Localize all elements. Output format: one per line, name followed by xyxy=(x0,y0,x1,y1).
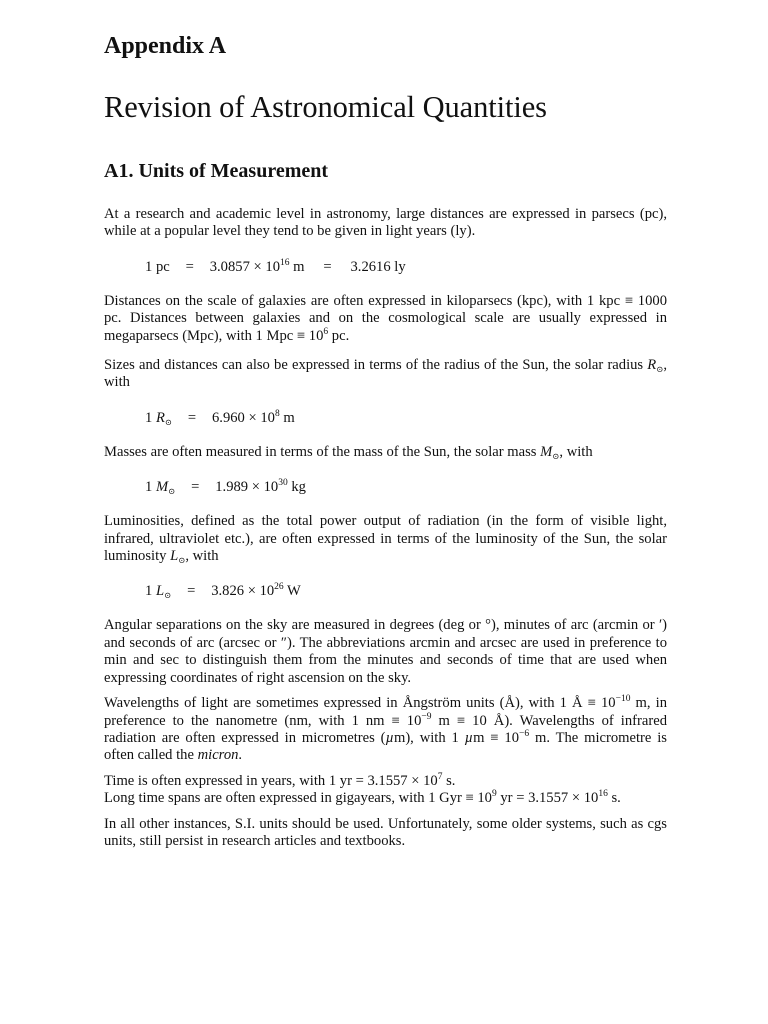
eq-exponent: 16 xyxy=(280,257,290,268)
text-span: , with xyxy=(559,443,593,460)
text-span: , with xyxy=(185,548,219,565)
symbol: M xyxy=(540,443,553,460)
exponent: 7 xyxy=(437,771,443,782)
eq-lhs: 1 pc xyxy=(145,258,170,275)
eq-exponent: 26 xyxy=(274,582,284,593)
exponent: 9 xyxy=(491,789,497,800)
symbol: L xyxy=(170,548,179,565)
document-page xyxy=(104,30,667,850)
section-heading: A1. Units of Measurement xyxy=(104,160,329,182)
equation-parsec xyxy=(145,258,667,276)
eq-value: 3.826 × 10 xyxy=(211,583,275,600)
eq-unit: m xyxy=(289,258,305,275)
emphasis: micron xyxy=(197,747,239,764)
text-span: m ≡ 10 Å). Wavelengths of infrared radiation are often expressed in micrometres ( xyxy=(104,712,667,746)
eq-exponent: 30 xyxy=(278,478,288,489)
text-span: m, in preference to the nanometre (nm, with 1 nm ≡ 10 xyxy=(104,695,668,729)
paragraph-solar-radius xyxy=(104,357,667,392)
sun-symbol: ⊙ xyxy=(164,416,172,427)
text-span: m), with 1 xyxy=(393,729,465,746)
text-span: Long time spans are often expressed in gigayears, with 1 Gyr ≡ 10 xyxy=(104,790,492,807)
symbol: L xyxy=(155,583,165,600)
eq-unit: m xyxy=(279,409,295,426)
mu-symbol: µ xyxy=(464,729,474,746)
eq-lhs: 1 xyxy=(145,479,156,496)
text-span: m. The micrometre is often called the xyxy=(104,729,667,764)
sun-symbol: ⊙ xyxy=(168,486,176,497)
eq-unit: kg xyxy=(287,479,306,496)
text-span: s. xyxy=(607,790,621,807)
eq-lhs: 1 xyxy=(145,583,156,600)
exponent: 6 xyxy=(323,326,329,337)
text-span: , with xyxy=(104,357,667,391)
exponent: −6 xyxy=(519,728,530,739)
paragraph-solar-mass xyxy=(104,444,667,461)
eq-sign: = xyxy=(187,409,197,426)
sun-symbol: ⊙ xyxy=(178,555,186,566)
symbol: M xyxy=(155,479,169,496)
eq-sign: = xyxy=(185,258,194,275)
text-span: Masses are often measured in terms of the mass of the Sun, the solar mass xyxy=(104,443,541,460)
exponent: −9 xyxy=(421,711,432,722)
sun-symbol: ⊙ xyxy=(656,364,664,375)
sun-symbol: ⊙ xyxy=(552,450,560,461)
text-span: Time is often expressed in years, with 1 yr = 3.1557 × 10 xyxy=(104,772,438,789)
symbol: R xyxy=(155,409,165,426)
exponent: 16 xyxy=(598,789,608,800)
eq-lhs: 1 xyxy=(145,409,156,426)
paragraph-solar-luminosity xyxy=(104,513,667,565)
paragraph-kiloparsec xyxy=(104,293,667,345)
text-span: Sizes and distances can also be expressed in terms of the radius of the Sun, the solar radius xyxy=(104,357,648,374)
text-span: . xyxy=(238,747,243,764)
eq-sign: = xyxy=(323,258,332,275)
eq-exponent: 8 xyxy=(274,408,280,419)
eq-sign: = xyxy=(187,583,196,600)
paragraph-si-units: In all other instances, S.I. units should be used. Unfortunately, some older systems, such as cgs units, still persist in research articles and textbooks. xyxy=(104,815,667,849)
paragraph-intro: At a research and academic level in astronomy, large distances are expressed in parsecs (pc), while at a popular level they tend to be given in light years (ly). xyxy=(104,206,667,240)
eq-value: 1.989 × 10 xyxy=(215,479,279,496)
text-span: pc. xyxy=(328,327,350,344)
text-span: Distances on the scale of galaxies are often expressed in kiloparsecs (kpc), with 1 kpc ≡ 1000 pc. Distances between galaxies and on the cosmological scale are usually expressed in megaparsecs (Mpc), with 1 Mpc ≡ 10 xyxy=(104,292,667,344)
paragraph-wavelength xyxy=(104,695,667,765)
equation-solar-radius xyxy=(145,409,667,427)
equation-solar-luminosity xyxy=(145,582,667,600)
text-span: m ≡ 10 xyxy=(473,729,519,746)
paragraph-time xyxy=(104,773,667,808)
equation-solar-mass xyxy=(145,478,667,496)
chapter-title: Revision of Astronomical Quantities xyxy=(104,90,547,124)
sun-symbol: ⊙ xyxy=(164,590,172,601)
eq-value: 3.0857 × 10 xyxy=(209,258,280,275)
eq-unit: W xyxy=(283,583,301,600)
text-span: s. xyxy=(442,772,456,789)
paragraph-angular: Angular separations on the sky are measured in degrees (deg or °), minutes of arc (arcmin or ′) and seconds of arc (arcsec or ″). The abbreviations arcmin and arcsec are used in preference to min and sec to distinguish them from the minutes and seconds of time that are used when expressing coordinates of right ascension on the sky. xyxy=(104,617,667,686)
symbol: R xyxy=(647,357,657,374)
mu-symbol: µ xyxy=(385,729,394,746)
text-span: yr = 3.1557 × 10 xyxy=(496,790,599,807)
text-span: Wavelengths of light are sometimes expressed in Ångström units (Å), with 1 Å ≡ 10 xyxy=(104,695,616,712)
text-span: Luminosities, defined as the total power output of radiation (in the form of visible light, infrared, ultraviolet etc.), are often expressed in terms of the luminosity of the Sun, the solar luminosity xyxy=(104,513,667,565)
eq-value: 6.960 × 10 xyxy=(212,409,275,426)
appendix-label: Appendix A xyxy=(104,33,227,59)
eq-sign: = xyxy=(191,479,200,496)
eq-rhs: 3.2616 ly xyxy=(350,258,406,275)
exponent: −10 xyxy=(615,694,631,705)
